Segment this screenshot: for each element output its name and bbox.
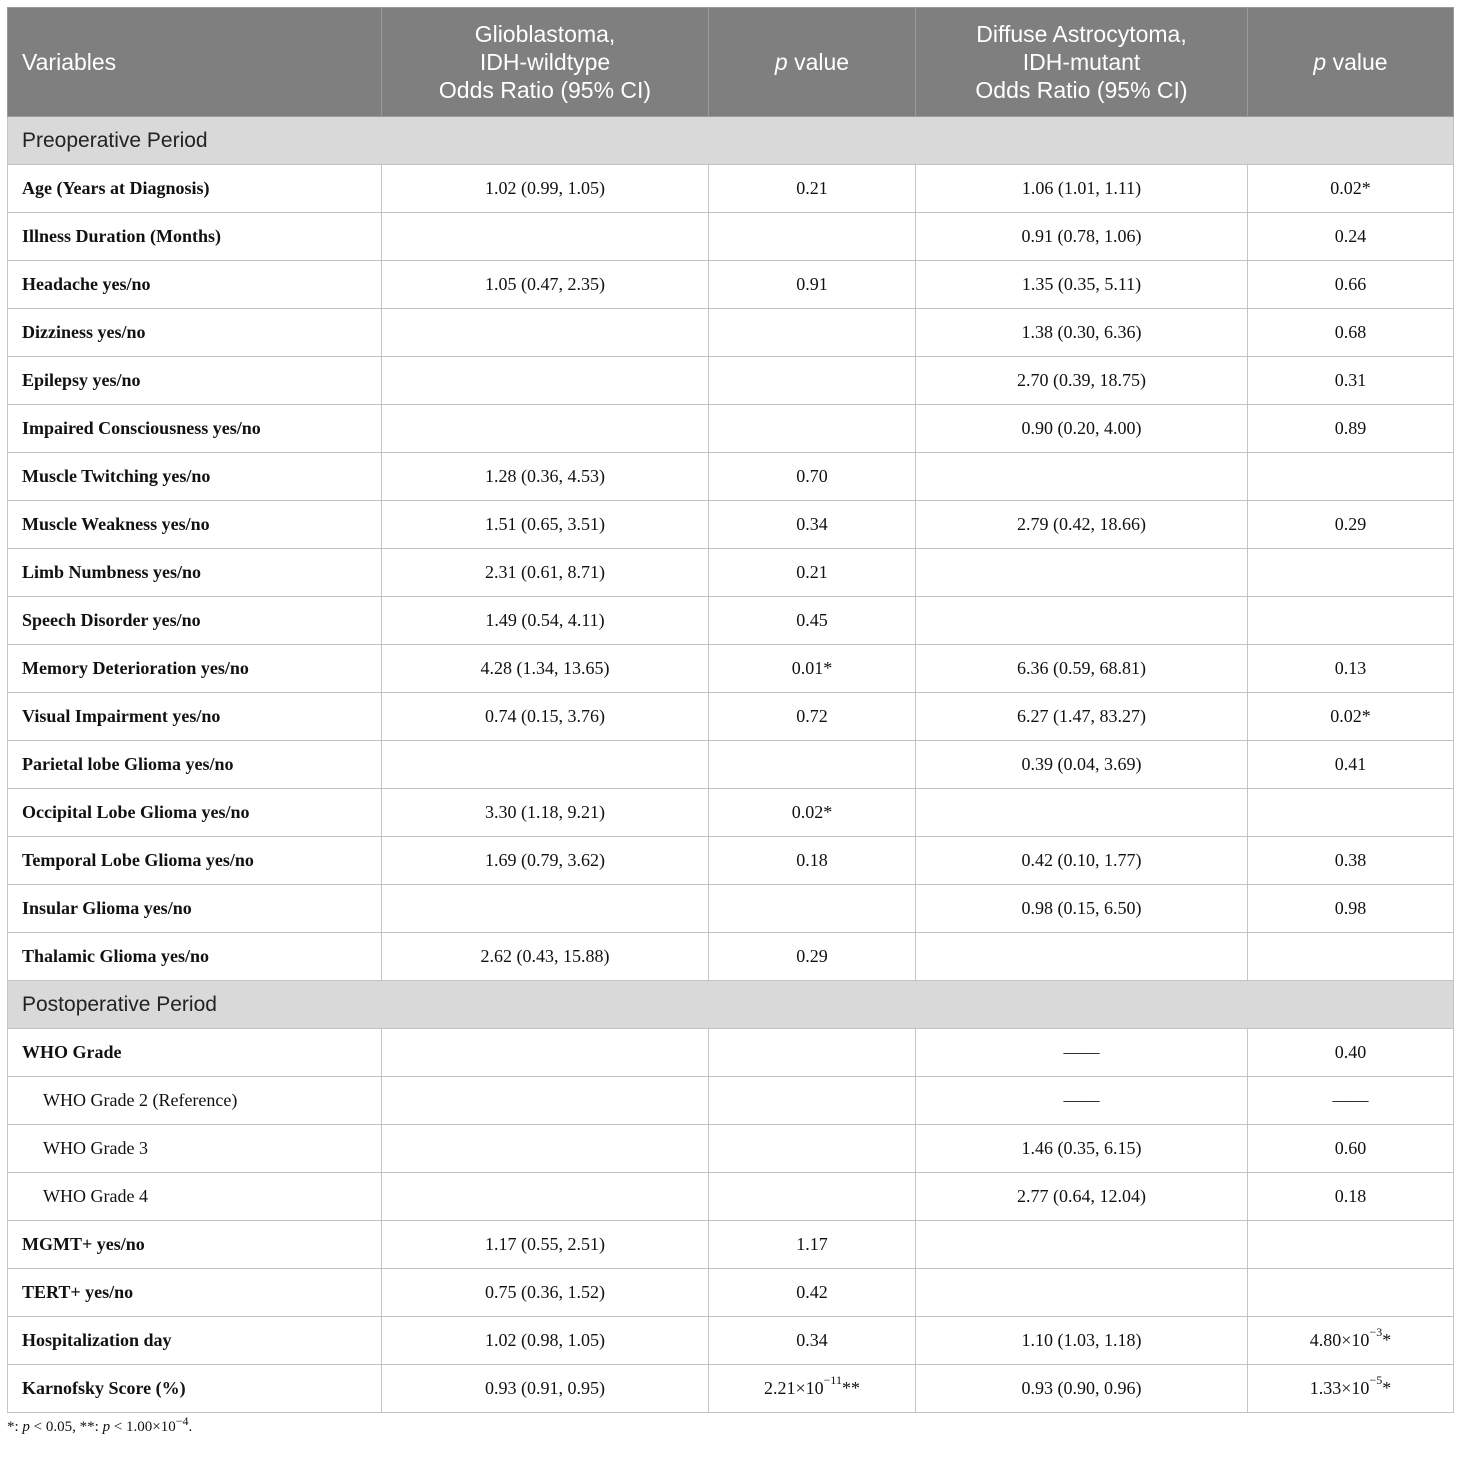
- gbm-odds-ratio: [382, 1173, 709, 1221]
- gbm-odds-ratio: 2.62 (0.43, 15.88): [382, 933, 709, 981]
- da-odds-ratio: 0.39 (0.04, 3.69): [916, 741, 1248, 789]
- gbm-p-value: 0.72: [709, 693, 916, 741]
- gbm-p-value: 0.34: [709, 1317, 916, 1365]
- section-title-preoperative: Preoperative Period: [8, 117, 1454, 165]
- header-gbm-p-italic: p: [774, 49, 788, 75]
- da-p-base: 4.80×10: [1309, 1330, 1370, 1350]
- da-p-value: 0.02*: [1248, 165, 1454, 213]
- section-row-preoperative: [8, 117, 1454, 165]
- row-label: Speech Disorder yes/no: [8, 597, 382, 645]
- da-odds-ratio: 0.90 (0.20, 4.00): [916, 405, 1248, 453]
- da-p-significance-mark: *: [1382, 1330, 1392, 1350]
- footnote-part-1: *:: [7, 1419, 23, 1435]
- da-odds-ratio: [916, 1221, 1248, 1269]
- da-odds-ratio: [916, 453, 1248, 501]
- table-row: [8, 837, 1454, 885]
- da-p-value: 0.13: [1248, 645, 1454, 693]
- da-odds-ratio: ——: [916, 1029, 1248, 1077]
- da-odds-ratio: 0.91 (0.78, 1.06): [916, 213, 1248, 261]
- da-p-significance-mark: *: [1382, 1378, 1392, 1398]
- table-row: [8, 1029, 1454, 1077]
- section-title-postoperative: Postoperative Period: [8, 981, 1454, 1029]
- gbm-p-value: 0.34: [709, 501, 916, 549]
- gbm-odds-ratio: 3.30 (1.18, 9.21): [382, 789, 709, 837]
- gbm-odds-ratio: 1.02 (0.99, 1.05): [382, 165, 709, 213]
- header-da-line-1: Diffuse Astrocytoma,: [976, 21, 1187, 47]
- footnote-exponent: −4: [175, 1414, 189, 1428]
- section-row-postoperative: [8, 981, 1454, 1029]
- header-gbm-line-3: Odds Ratio (95% CI): [438, 77, 652, 103]
- row-label: Epilepsy yes/no: [8, 357, 382, 405]
- header-da-line-3: Odds Ratio (95% CI): [975, 77, 1188, 103]
- footnote-part-3: < 1.00×10: [110, 1419, 176, 1435]
- da-p-value: 0.40: [1248, 1029, 1454, 1077]
- da-p-value: 0.98: [1248, 885, 1454, 933]
- table-row: [8, 1317, 1454, 1365]
- gbm-p-value: 0.18: [709, 837, 916, 885]
- header-da-line-2: IDH-mutant: [1022, 49, 1141, 75]
- da-p-value: 0.68: [1248, 309, 1454, 357]
- gbm-odds-ratio: 0.93 (0.91, 0.95): [382, 1365, 709, 1413]
- table-row: [8, 693, 1454, 741]
- gbm-odds-ratio: [382, 885, 709, 933]
- row-label: WHO Grade 2 (Reference): [8, 1077, 382, 1125]
- gbm-p-value: 0.91: [709, 261, 916, 309]
- gbm-p-value: 0.29: [709, 933, 916, 981]
- header-da-p-italic: p: [1313, 49, 1327, 75]
- da-odds-ratio: 2.70 (0.39, 18.75): [916, 357, 1248, 405]
- footnote-p-2: p: [102, 1419, 111, 1435]
- da-p-value: 0.29: [1248, 501, 1454, 549]
- gbm-p-value: [709, 1173, 916, 1221]
- gbm-p-base: 2.21×10: [764, 1378, 824, 1398]
- row-label: Illness Duration (Months): [8, 213, 382, 261]
- row-label: MGMT+ yes/no: [8, 1221, 382, 1269]
- gbm-p-value: [709, 741, 916, 789]
- table-row: [8, 1269, 1454, 1317]
- da-p-value: [1248, 789, 1454, 837]
- da-p-value: [1248, 1269, 1454, 1317]
- row-label: Age (Years at Diagnosis): [8, 165, 382, 213]
- row-label: Insular Glioma yes/no: [8, 885, 382, 933]
- da-odds-ratio: 0.42 (0.10, 1.77): [916, 837, 1248, 885]
- gbm-odds-ratio: 2.31 (0.61, 8.71): [382, 549, 709, 597]
- odds-ratio-table-container: [7, 7, 1453, 1436]
- da-p-value: 0.31: [1248, 357, 1454, 405]
- da-p-value: ——: [1248, 1077, 1454, 1125]
- gbm-p-value: 0.21: [709, 549, 916, 597]
- table-row: [8, 645, 1454, 693]
- row-label: Muscle Twitching yes/no: [8, 453, 382, 501]
- da-odds-ratio: [916, 789, 1248, 837]
- table-row: [8, 309, 1454, 357]
- gbm-odds-ratio: 1.51 (0.65, 3.51): [382, 501, 709, 549]
- gbm-odds-ratio: [382, 1029, 709, 1077]
- da-p-value: 0.89: [1248, 405, 1454, 453]
- header-astrocytoma-or: [916, 8, 1248, 117]
- da-p-value: [1248, 597, 1454, 645]
- gbm-odds-ratio: [382, 405, 709, 453]
- row-label: Dizziness yes/no: [8, 309, 382, 357]
- header-gbm-p-rest: value: [787, 49, 850, 75]
- da-odds-ratio: 1.10 (1.03, 1.18): [916, 1317, 1248, 1365]
- gbm-odds-ratio: [382, 1125, 709, 1173]
- row-label: TERT+ yes/no: [8, 1269, 382, 1317]
- table-row: [8, 405, 1454, 453]
- gbm-odds-ratio: 1.05 (0.47, 2.35): [382, 261, 709, 309]
- row-label: WHO Grade 3: [8, 1125, 382, 1173]
- table-row: [8, 741, 1454, 789]
- da-p-value: 0.18: [1248, 1173, 1454, 1221]
- table-row: [8, 261, 1454, 309]
- da-p-value: [1248, 549, 1454, 597]
- gbm-p-value: 0.45: [709, 597, 916, 645]
- table-row: [8, 1365, 1454, 1413]
- table-row: [8, 933, 1454, 981]
- da-p-exponent: −5: [1369, 1373, 1383, 1387]
- table-footnote: [7, 1414, 1453, 1436]
- header-glioblastoma-or: [382, 8, 709, 117]
- da-odds-ratio: [916, 1269, 1248, 1317]
- gbm-p-value: 0.70: [709, 453, 916, 501]
- header-gbm-line-1: Glioblastoma,: [474, 21, 616, 47]
- table-row: [8, 501, 1454, 549]
- row-label: Karnofsky Score (%): [8, 1365, 382, 1413]
- gbm-odds-ratio: [382, 741, 709, 789]
- da-p-value: 0.38: [1248, 837, 1454, 885]
- table-row: [8, 1125, 1454, 1173]
- table-row: [8, 549, 1454, 597]
- header-gbm-p-value: [709, 8, 916, 117]
- da-odds-ratio: ——: [916, 1077, 1248, 1125]
- gbm-p-significance-mark: **: [841, 1378, 860, 1398]
- odds-ratio-table: [7, 7, 1454, 1413]
- gbm-odds-ratio: [382, 1077, 709, 1125]
- da-p-value: [1248, 1317, 1454, 1365]
- da-p-base: 1.33×10: [1309, 1378, 1370, 1398]
- gbm-odds-ratio: 1.28 (0.36, 4.53): [382, 453, 709, 501]
- table-row: [8, 1173, 1454, 1221]
- row-label: WHO Grade 4: [8, 1173, 382, 1221]
- gbm-p-value: [709, 1365, 916, 1413]
- da-odds-ratio: 1.38 (0.30, 6.36): [916, 309, 1248, 357]
- table-row: [8, 213, 1454, 261]
- gbm-odds-ratio: 1.49 (0.54, 4.11): [382, 597, 709, 645]
- row-label: Visual Impairment yes/no: [8, 693, 382, 741]
- da-odds-ratio: 2.77 (0.64, 12.04): [916, 1173, 1248, 1221]
- table-row: [8, 1221, 1454, 1269]
- da-odds-ratio: [916, 549, 1248, 597]
- gbm-p-value: 0.01*: [709, 645, 916, 693]
- gbm-p-value: 1.17: [709, 1221, 916, 1269]
- gbm-p-value: 0.02*: [709, 789, 916, 837]
- row-label: Muscle Weakness yes/no: [8, 501, 382, 549]
- da-p-value: 0.02*: [1248, 693, 1454, 741]
- footnote-part-2: < 0.05, **:: [29, 1419, 103, 1435]
- gbm-p-value: 0.21: [709, 165, 916, 213]
- da-odds-ratio: 6.27 (1.47, 83.27): [916, 693, 1248, 741]
- row-label: Memory Deterioration yes/no: [8, 645, 382, 693]
- gbm-p-value: [709, 309, 916, 357]
- da-odds-ratio: 0.93 (0.90, 0.96): [916, 1365, 1248, 1413]
- da-p-value: 0.24: [1248, 213, 1454, 261]
- row-label: Impaired Consciousness yes/no: [8, 405, 382, 453]
- gbm-p-value: 0.42: [709, 1269, 916, 1317]
- table-row: [8, 357, 1454, 405]
- header-da-p-rest: value: [1326, 49, 1388, 75]
- table-row: [8, 165, 1454, 213]
- gbm-p-value: [709, 885, 916, 933]
- header-variables: Variables: [8, 8, 382, 117]
- da-odds-ratio: [916, 933, 1248, 981]
- footnote-part-4: .: [188, 1419, 193, 1435]
- gbm-odds-ratio: 4.28 (1.34, 13.65): [382, 645, 709, 693]
- gbm-odds-ratio: 1.69 (0.79, 3.62): [382, 837, 709, 885]
- da-p-value: 0.60: [1248, 1125, 1454, 1173]
- gbm-odds-ratio: 0.75 (0.36, 1.52): [382, 1269, 709, 1317]
- gbm-odds-ratio: [382, 357, 709, 405]
- header-da-p-value: [1248, 8, 1454, 117]
- da-p-value: [1248, 933, 1454, 981]
- da-odds-ratio: 0.98 (0.15, 6.50): [916, 885, 1248, 933]
- gbm-odds-ratio: [382, 309, 709, 357]
- gbm-odds-ratio: 1.17 (0.55, 2.51): [382, 1221, 709, 1269]
- gbm-p-value: [709, 405, 916, 453]
- da-p-exponent: −3: [1369, 1325, 1383, 1339]
- row-label: Headache yes/no: [8, 261, 382, 309]
- table-row: [8, 789, 1454, 837]
- header-gbm-line-2: IDH-wildtype: [479, 49, 611, 75]
- gbm-odds-ratio: 0.74 (0.15, 3.76): [382, 693, 709, 741]
- da-odds-ratio: 2.79 (0.42, 18.66): [916, 501, 1248, 549]
- da-p-value: [1248, 1221, 1454, 1269]
- da-odds-ratio: 1.46 (0.35, 6.15): [916, 1125, 1248, 1173]
- da-p-value: [1248, 1365, 1454, 1413]
- table-row: [8, 597, 1454, 645]
- footnote-p-1: p: [22, 1419, 30, 1435]
- da-p-value: 0.66: [1248, 261, 1454, 309]
- row-label: Thalamic Glioma yes/no: [8, 933, 382, 981]
- da-p-value: [1248, 453, 1454, 501]
- table-row: [8, 885, 1454, 933]
- gbm-p-exponent: −11: [823, 1373, 842, 1387]
- gbm-p-value: [709, 1029, 916, 1077]
- gbm-p-value: [709, 357, 916, 405]
- gbm-p-value: [709, 213, 916, 261]
- da-odds-ratio: 6.36 (0.59, 68.81): [916, 645, 1248, 693]
- row-label: WHO Grade: [8, 1029, 382, 1077]
- table-row: [8, 453, 1454, 501]
- gbm-odds-ratio: [382, 213, 709, 261]
- row-label: Hospitalization day: [8, 1317, 382, 1365]
- da-odds-ratio: [916, 597, 1248, 645]
- gbm-p-value: [709, 1077, 916, 1125]
- da-odds-ratio: 1.35 (0.35, 5.11): [916, 261, 1248, 309]
- header-row: [8, 8, 1454, 117]
- gbm-odds-ratio: 1.02 (0.98, 1.05): [382, 1317, 709, 1365]
- row-label: Parietal lobe Glioma yes/no: [8, 741, 382, 789]
- da-p-value: 0.41: [1248, 741, 1454, 789]
- row-label: Limb Numbness yes/no: [8, 549, 382, 597]
- da-odds-ratio: 1.06 (1.01, 1.11): [916, 165, 1248, 213]
- gbm-p-value: [709, 1125, 916, 1173]
- table-row: [8, 1077, 1454, 1125]
- row-label: Temporal Lobe Glioma yes/no: [8, 837, 382, 885]
- row-label: Occipital Lobe Glioma yes/no: [8, 789, 382, 837]
